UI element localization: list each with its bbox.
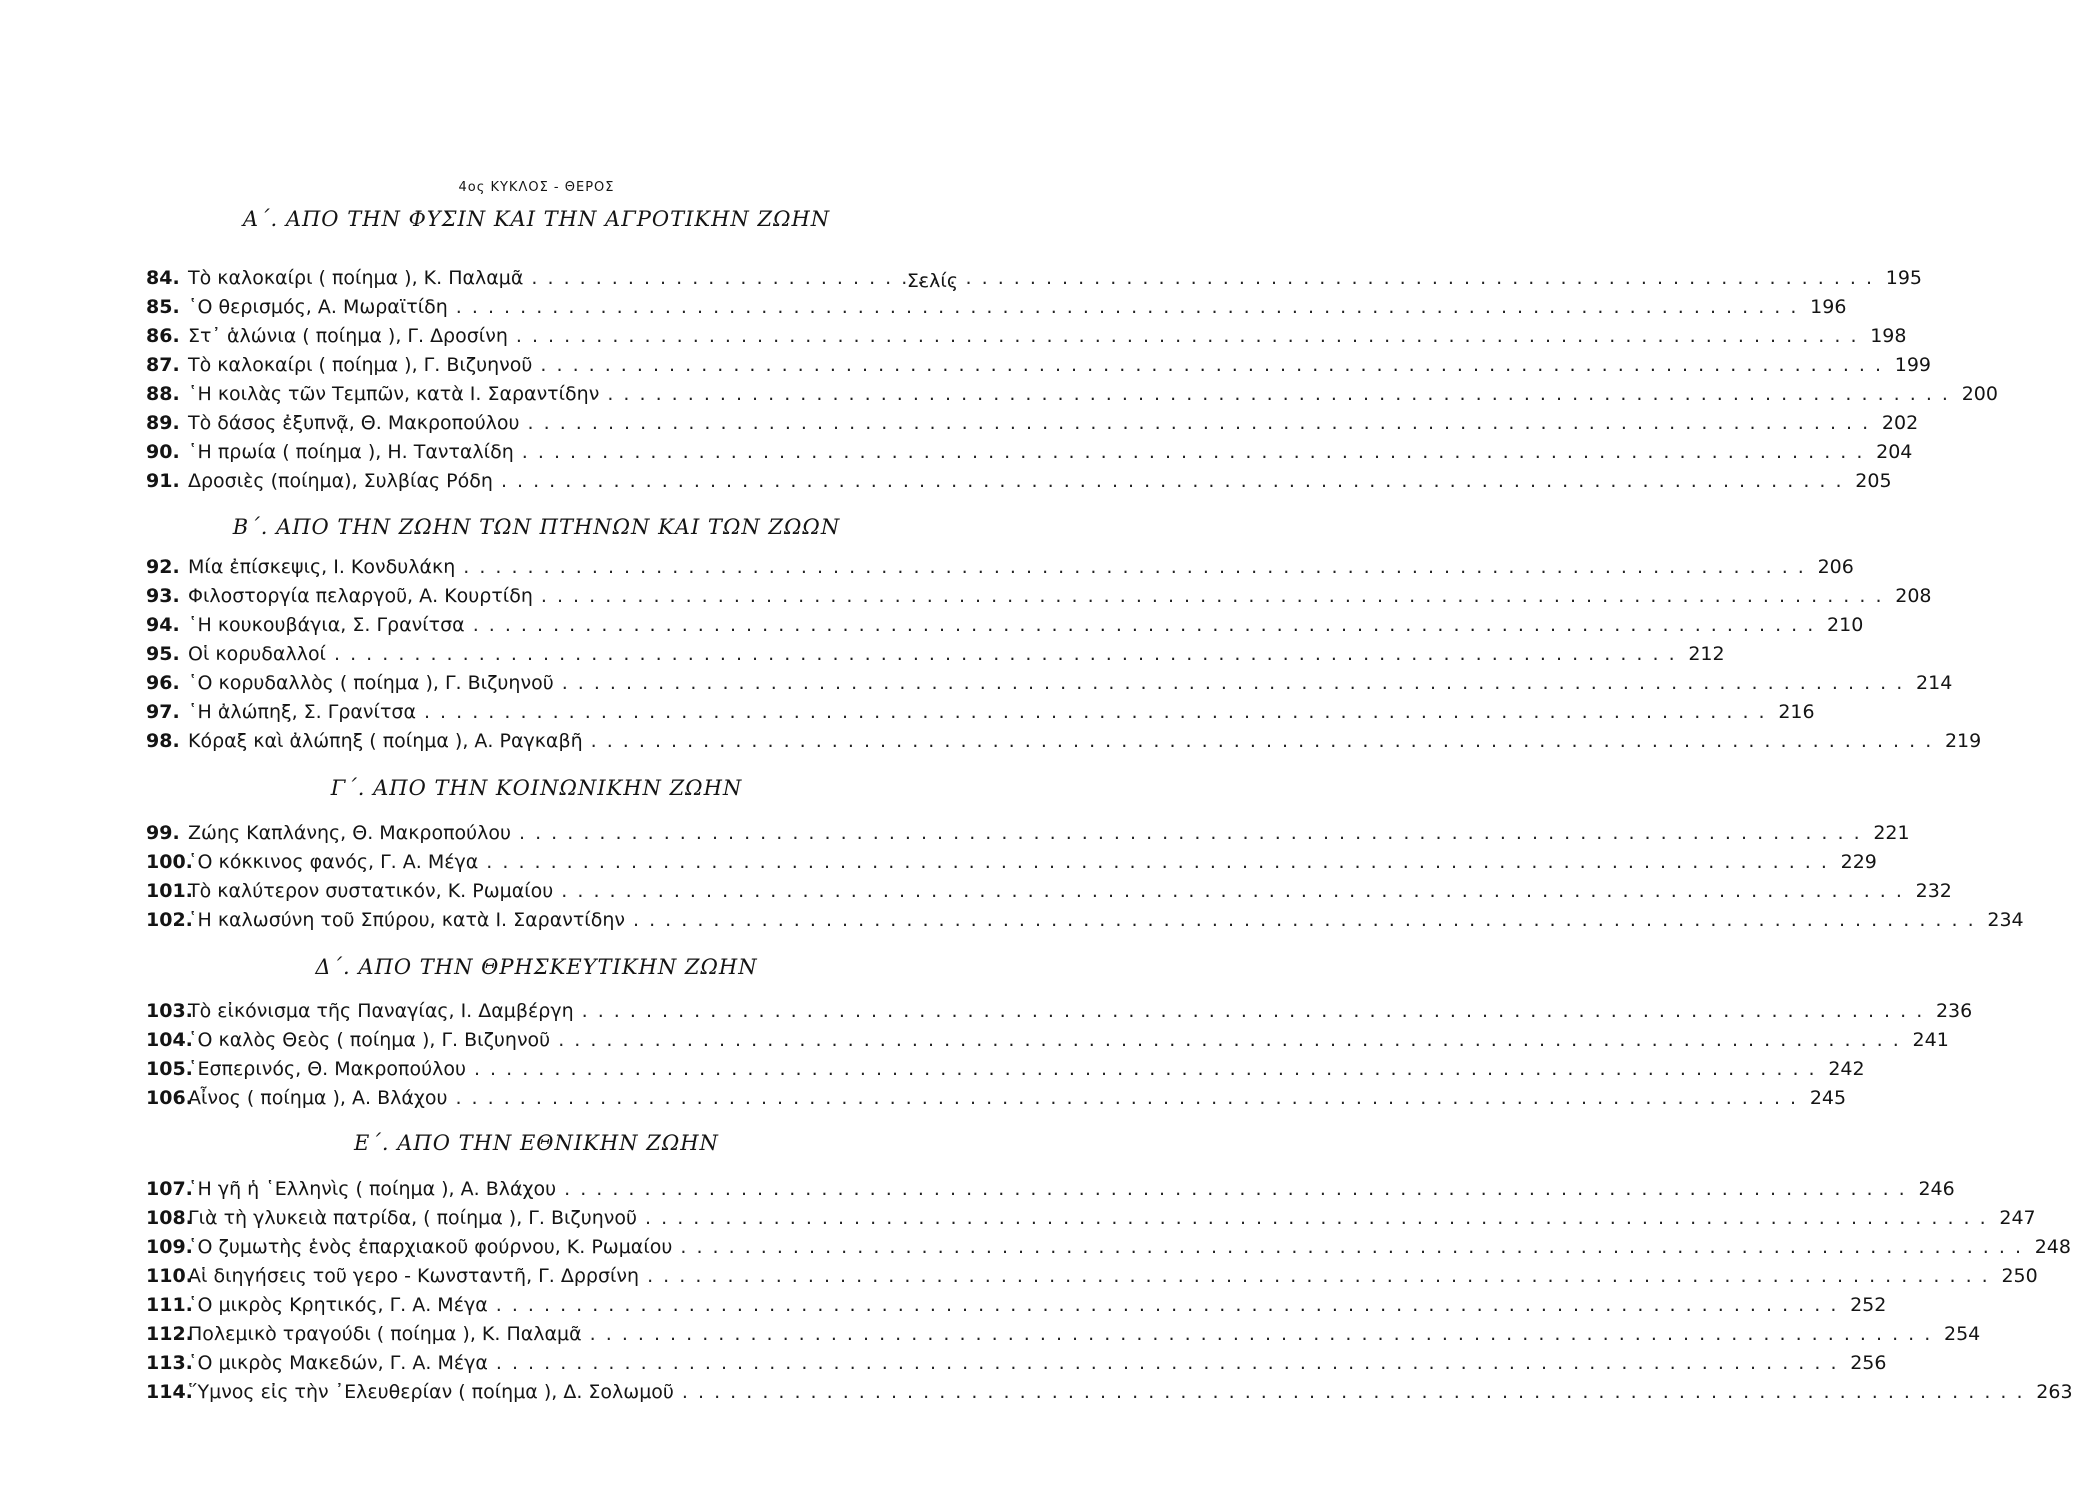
dot-leader: [561, 880, 1904, 902]
entry-page: 212: [1688, 643, 1725, 665]
entry-page: 241: [1912, 1029, 1949, 1051]
entry-page: 199: [1894, 354, 1932, 376]
entry-number: 106.: [146, 1087, 193, 1109]
entry-number: 111.: [146, 1294, 193, 1316]
dot-leader: [501, 470, 1844, 492]
entry-page: 252: [1850, 1294, 1887, 1316]
dot-leader: [516, 325, 1859, 347]
entry-title: Τὸ καλοκαίρι ( ποίημα ), Γ. Βιζυηνοῦ: [188, 354, 533, 376]
entry-title: ῾Η γῆ ἡ ῾Ελληνὶς ( ποίημα ), Α. Βλάχου: [188, 1178, 557, 1200]
dot-leader: [531, 267, 1874, 289]
dot-leader: [645, 1207, 1988, 1229]
dot-leader: [474, 1058, 1817, 1080]
entry-number: 88.: [146, 383, 180, 405]
entry-number: 91.: [146, 470, 180, 492]
entry-title: Στ᾽ ἁλώνια ( ποίημα ), Γ. Δροσίνη: [188, 325, 508, 347]
entry-page: 205: [1855, 470, 1892, 492]
entry-number: 97.: [146, 701, 180, 723]
dot-leader: [591, 730, 1934, 752]
entry-page: 250: [2001, 1265, 2038, 1287]
entry-page: 256: [1850, 1352, 1887, 1374]
entry-title: Οἱ κορυδαλλοί: [188, 643, 326, 665]
entry-number: 87.: [146, 354, 180, 376]
entry-page: 246: [1918, 1178, 1955, 1200]
entry-title: ῾Ο μικρὸς Κρητικός, Γ. Α. Μέγα: [188, 1294, 488, 1316]
entry-number: 84.: [146, 267, 180, 289]
entry-title: Αἱ διηγήσεις τοῦ γερο - Κωνσταντῆ, Γ. Δρρσίνη: [188, 1265, 640, 1287]
dot-leader: [590, 1323, 1933, 1345]
entry-title: Αἶνος ( ποίημα ), Α. Βλάχου: [188, 1087, 448, 1109]
entry-number: 86.: [146, 325, 180, 347]
entry-title: ῾Ο ζυμωτὴς ἑνὸς ἐπαρχιακοῦ φούρνου, Κ. Ρωμαίου: [188, 1236, 673, 1258]
dot-leader: [582, 1000, 1925, 1022]
toc-entry: [146, 701, 1815, 729]
toc-entry: [146, 412, 1919, 440]
dot-leader: [473, 614, 1816, 636]
toc-entry: [146, 556, 1854, 584]
entry-number: 109.: [146, 1236, 193, 1258]
section-heading-d: Δ΄. ΑΠΟ ΤΗΝ ΘΡΗΣΚΕΥΤΙΚΗΝ ΖΩΗΝ: [315, 955, 758, 979]
toc-entry: [146, 1294, 1887, 1322]
entry-title: ῾Εσπερινός, Θ. Μακροπούλου: [188, 1058, 466, 1080]
entry-page: 248: [2034, 1236, 2071, 1258]
entry-number: 100.: [146, 851, 193, 873]
entry-number: 102.: [146, 909, 193, 931]
toc-entry: [146, 1058, 1865, 1086]
toc-entry: [146, 1381, 2073, 1409]
entry-title: ῾Η καλωσύνη τοῦ Σπύρου, κατὰ Ι. Σαραντίδην: [188, 909, 626, 931]
toc-entry: [146, 672, 1953, 700]
dot-leader: [522, 441, 1865, 463]
dot-leader: [528, 412, 1871, 434]
page-column-header: Σελίς: [906, 270, 958, 292]
entry-title: Τὸ εἰκόνισμα τῆς Παναγίας, Ι. Δαμβέργη: [188, 1000, 574, 1022]
dot-leader: [680, 1236, 2023, 1258]
toc-entry: [146, 1029, 1949, 1057]
entry-number: 107.: [146, 1178, 193, 1200]
entry-number: 113.: [146, 1352, 193, 1374]
entry-page: 245: [1809, 1087, 1847, 1109]
entry-number: 103.: [146, 1000, 193, 1022]
entry-number: 98.: [146, 730, 180, 752]
dot-leader: [456, 296, 1799, 318]
entry-number: 108.: [146, 1207, 193, 1229]
entry-page: 202: [1881, 412, 1919, 434]
entry-page: 219: [1944, 730, 1982, 752]
dot-leader: [682, 1381, 2025, 1403]
entry-title: ῾Η κουκουβάγια, Σ. Γρανίτσα: [188, 614, 465, 636]
toc-entry: [146, 354, 1932, 382]
entry-title: ῾Ο θερισμός, Α. Μωραϊτίδη: [188, 296, 448, 318]
entry-page: 210: [1827, 614, 1864, 636]
entry-title: ῾Ο κόκκινος φανός, Γ. Α. Μέγα: [188, 851, 479, 873]
entry-title: Τὸ καλοκαίρι ( ποίημα ), Κ. Παλαμᾶ: [188, 267, 524, 289]
dot-leader: [334, 643, 1677, 665]
entry-number: 89.: [146, 412, 180, 434]
entry-title: ῾Ο κορυδαλλὸς ( ποίημα ), Γ. Βιζυηνοῦ: [188, 672, 554, 694]
toc-entry: [146, 643, 1725, 671]
toc-entry: [146, 1207, 2036, 1235]
entry-number: 85.: [146, 296, 180, 318]
toc-entry: [146, 880, 1952, 908]
entry-page: 232: [1915, 880, 1952, 902]
toc-entry: [146, 851, 1877, 879]
entry-page: 254: [1944, 1323, 1981, 1345]
toc-entry: [146, 1000, 1973, 1028]
entry-number: 105.: [146, 1058, 193, 1080]
entry-page: 195: [1885, 267, 1923, 289]
cycle-title: 4ος ΚΥΚΛΟΣ - ΘΕΡΟΣ: [458, 180, 615, 195]
entry-page: 198: [1870, 325, 1907, 347]
entry-title: ῾Η πρωία ( ποίημα ), Η. Τανταλίδη: [188, 441, 514, 463]
entry-title: Γιὰ τὴ γλυκειὰ πατρίδα, ( ποίημα ), Γ. Βιζυηνοῦ: [188, 1207, 638, 1229]
dot-leader: [463, 556, 1806, 578]
entry-number: 92.: [146, 556, 180, 578]
entry-number: 104.: [146, 1029, 193, 1051]
entry-page: 208: [1895, 585, 1932, 607]
toc-entry: [146, 730, 1982, 758]
entry-page: 214: [1916, 672, 1953, 694]
entry-title: Μία ἐπίσκεψις, Ι. Κονδυλάκη: [188, 556, 456, 578]
entry-page: 263: [2036, 1381, 2073, 1403]
entry-title: ῾Η κοιλὰς τῶν Τεμπῶν, κατὰ Ι. Σαραντίδην: [188, 383, 600, 405]
entry-page: 204: [1876, 441, 1913, 463]
entry-title: Δροσιὲς (ποίημα), Συλβίας Ρόδη: [188, 470, 493, 492]
toc-entry: [146, 1236, 2071, 1264]
dot-leader: [562, 672, 1905, 694]
dot-leader: [424, 701, 1767, 723]
entry-page: 221: [1873, 822, 1910, 844]
entry-page: 242: [1828, 1058, 1865, 1080]
section-heading-e: Ε΄. ΑΠΟ ΤΗΝ ΕΘΝΙΚΗΝ ΖΩΗΝ: [354, 1131, 719, 1155]
toc-entry: [146, 614, 1864, 642]
section-heading-b: Β΄. ΑΠΟ ΤΗΝ ΖΩΗΝ ΤΩΝ ΠΤΗΝΩΝ ΚΑΙ ΤΩΝ ΖΩΩΝ: [232, 515, 841, 539]
entry-page: 216: [1778, 701, 1815, 723]
toc-entry: [146, 441, 1913, 469]
toc-entry: [146, 296, 1847, 324]
toc-entry: [146, 267, 1923, 295]
toc-entry: [146, 909, 2024, 937]
entry-page: 247: [1999, 1207, 2036, 1229]
toc-entry: [146, 383, 1998, 411]
dot-leader: [541, 585, 1884, 607]
entry-number: 94.: [146, 614, 180, 636]
dot-leader: [496, 1294, 1839, 1316]
section-heading-a: Α΄. ΑΠΟ ΤΗΝ ΦΥΣΙΝ ΚΑΙ ΤΗΝ ΑΓΡΟΤΙΚΗΝ ΖΩΗΝ: [242, 207, 831, 231]
entry-title: Ζώης Καπλάνης, Θ. Μακροπούλου: [188, 822, 511, 844]
entry-number: 90.: [146, 441, 180, 463]
dot-leader: [519, 822, 1862, 844]
entry-title: ῾Ο καλὸς Θεὸς ( ποίημα ), Γ. Βιζυηνοῦ: [188, 1029, 551, 1051]
entry-title: Φιλοστοργία πελαργοῦ, Α. Κουρτίδη: [188, 585, 533, 607]
toc-entry: [146, 585, 1932, 613]
entry-number: 96.: [146, 672, 180, 694]
dot-leader: [455, 1087, 1798, 1109]
entry-title: Τὸ καλύτερον συστατικόν, Κ. Ρωμαίου: [188, 880, 554, 902]
toc-entry: [146, 1323, 1981, 1351]
dot-leader: [540, 354, 1883, 376]
dot-leader: [633, 909, 1976, 931]
entry-number: 114.: [146, 1381, 193, 1403]
dot-leader: [647, 1265, 1990, 1287]
entry-number: 95.: [146, 643, 180, 665]
entry-page: 196: [1810, 296, 1847, 318]
entry-page: 200: [1961, 383, 1998, 405]
entry-number: 112.: [146, 1323, 193, 1345]
toc-entry: [146, 1178, 1955, 1206]
dot-leader: [496, 1352, 1839, 1374]
dot-leader: [564, 1178, 1907, 1200]
entry-title: ῾Ο μικρὸς Μακεδών, Γ. Α. Μέγα: [188, 1352, 488, 1374]
entry-page: 234: [1987, 909, 2024, 931]
entry-title: ῞Υμνος εἰς τὴν ᾽Ελευθερίαν ( ποίημα ), Δ. Σολωμοῦ: [188, 1381, 674, 1403]
entry-number: 101.: [146, 880, 193, 902]
entry-number: 93.: [146, 585, 180, 607]
entry-title: Τὸ δάσος ἐξυπνᾷ, Θ. Μακροπούλου: [188, 412, 520, 434]
toc-entry: [146, 1352, 1887, 1380]
entry-number: 110.: [146, 1265, 193, 1287]
toc-entry: [146, 1087, 1847, 1115]
entry-title: ῾Η ἀλώπηξ, Σ. Γρανίτσα: [188, 701, 416, 723]
entry-title: Κόραξ καὶ ἀλώπηξ ( ποίημα ), Α. Ραγκαβῆ: [188, 730, 583, 752]
entry-page: 229: [1840, 851, 1877, 873]
dot-leader: [558, 1029, 1901, 1051]
toc-entry: [146, 822, 1910, 850]
toc-entry: [146, 1265, 2038, 1293]
entry-number: 99.: [146, 822, 180, 844]
entry-page: 236: [1935, 1000, 1973, 1022]
dot-leader: [486, 851, 1829, 873]
entry-page: 206: [1817, 556, 1854, 578]
toc-entry: [146, 325, 1907, 353]
dot-leader: [607, 383, 1950, 405]
entry-title: Πολεμικὸ τραγούδι ( ποίημα ), Κ. Παλαμᾶ: [188, 1323, 582, 1345]
toc-entry: [146, 470, 1892, 498]
section-heading-c: Γ΄. ΑΠΟ ΤΗΝ ΚΟΙΝΩΝΙΚΗΝ ΖΩΗΝ: [330, 776, 743, 800]
